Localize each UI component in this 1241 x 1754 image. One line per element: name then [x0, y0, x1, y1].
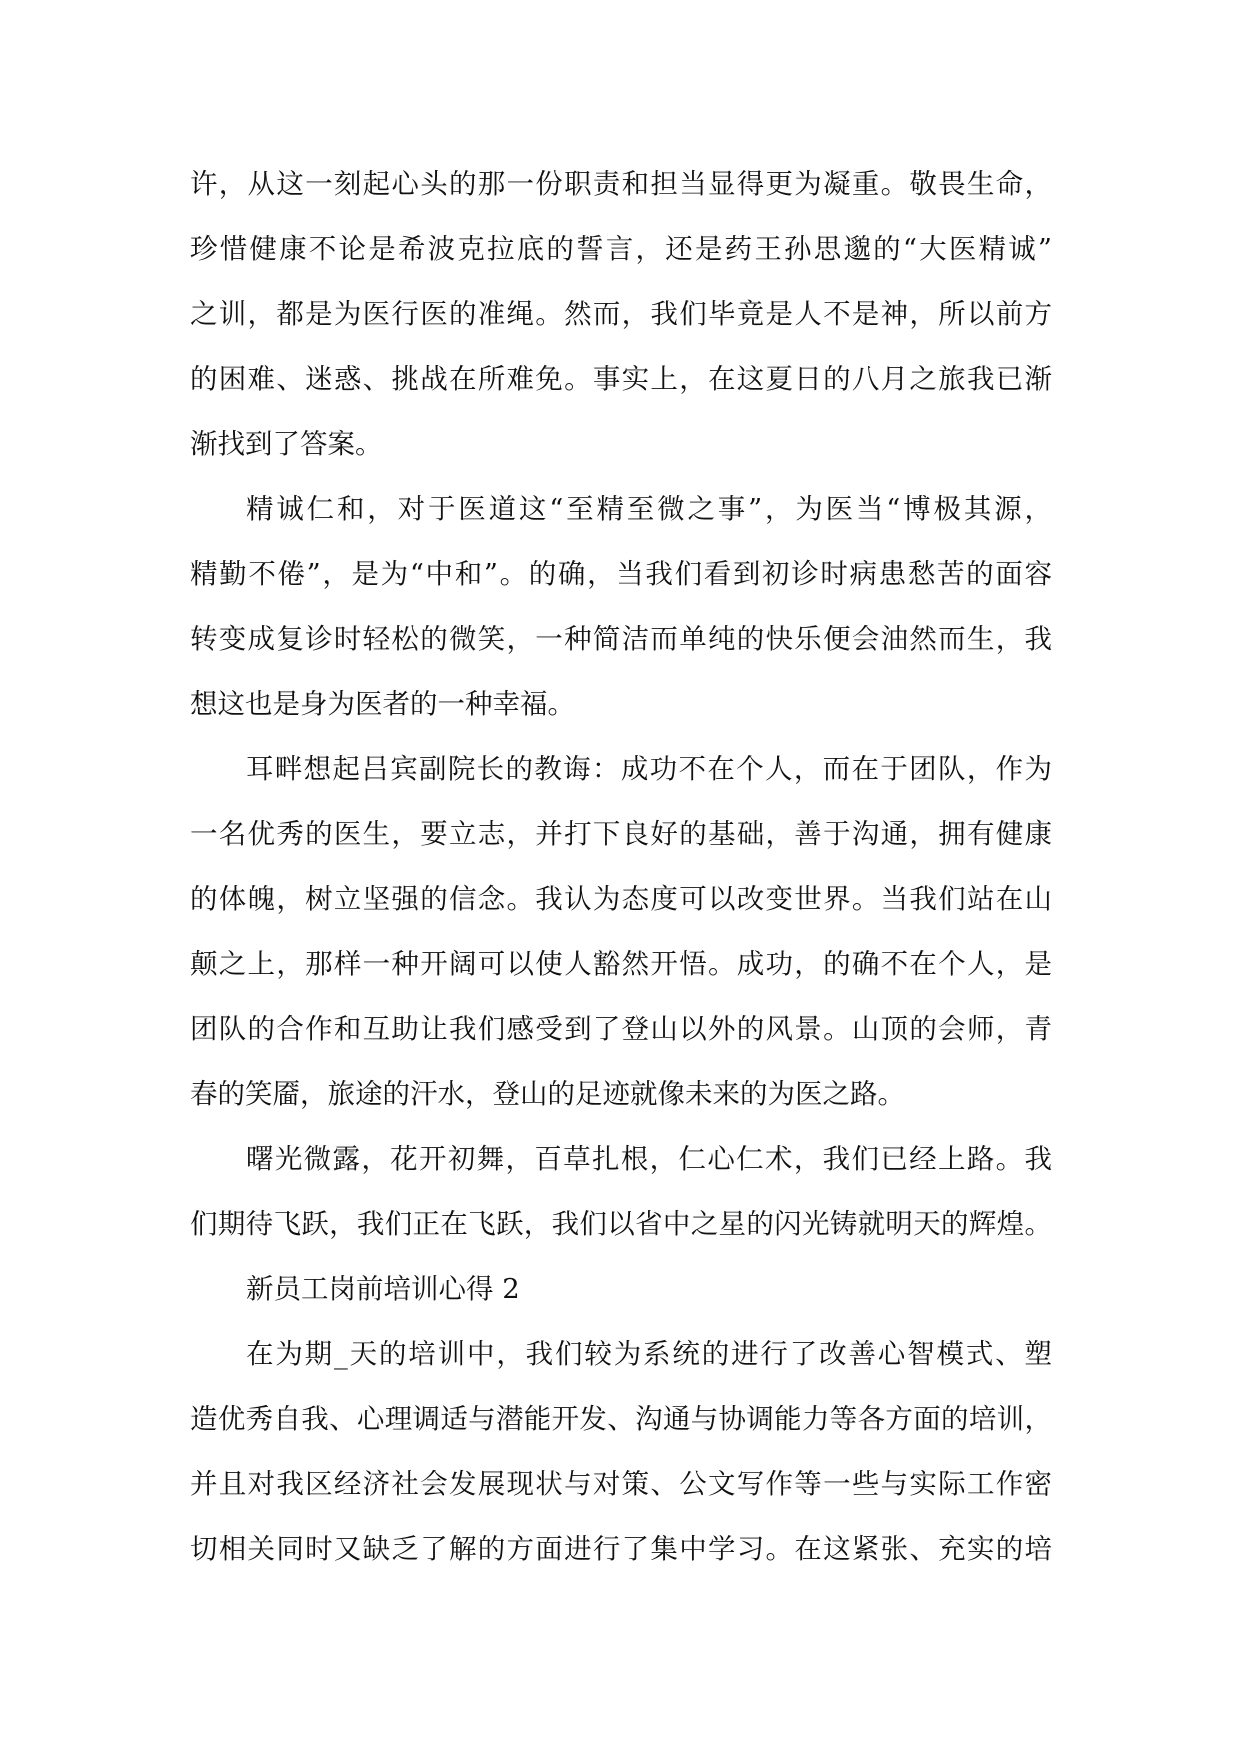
text-line: 团队的合作和互助让我们感受到了登山以外的风景。山顶的会师，青	[190, 1013, 1052, 1045]
text-line: 一名优秀的医生，要立志，并打下良好的基础，善于沟通，拥有健康	[190, 818, 1052, 850]
text-line: 们期待飞跃，我们正在飞跃，我们以省中之星的闪光铸就明天的辉煌。	[190, 1208, 1052, 1240]
paragraph-3	[190, 737, 1052, 1127]
text-line: 曙光微露，花开初舞，百草扎根，仁心仁术，我们已经上路。我	[246, 1143, 1052, 1175]
heading-text: 新员工岗前培训心得 2	[246, 1273, 520, 1305]
text-line: 春的笑靥，旅途的汗水，登山的足迹就像未来的为医之路。	[190, 1078, 905, 1110]
text-line: 切相关同时又缺乏了解的方面进行了集中学习。在这紧张、充实的培	[190, 1533, 1052, 1565]
text-line: 珍惜健康不论是希波克拉底的誓言，还是药王孙思邈的“大医精诚”	[190, 233, 1052, 265]
text-line: 造优秀自我、心理调适与潜能开发、沟通与协调能力等各方面的培训，	[190, 1403, 1052, 1435]
text-line: 的困难、迷惑、挑战在所难免。事实上，在这夏日的八月之旅我已渐	[190, 363, 1052, 395]
text-line: 精勤不倦”，是为“中和”。的确，当我们看到初诊时病患愁苦的面容	[190, 558, 1052, 590]
section-heading	[190, 1257, 1052, 1322]
text-line: 渐找到了答案。	[190, 428, 383, 460]
paragraph-4	[190, 1127, 1052, 1257]
text-line: 精诚仁和，对于医道这“至精至微之事”，为医当“博极其源，	[246, 493, 1052, 525]
text-line: 颠之上，那样一种开阔可以使人豁然开悟。成功，的确不在个人，是	[190, 948, 1052, 980]
paragraph-1	[190, 152, 1052, 477]
document-body	[190, 152, 1052, 1582]
paragraph-2	[190, 477, 1052, 737]
text-line: 许，从这一刻起心头的那一份职责和担当显得更为凝重。敬畏生命，	[190, 168, 1052, 200]
text-line: 想这也是身为医者的一种幸福。	[190, 688, 575, 720]
text-line: 耳畔想起吕宾副院长的教诲：成功不在个人，而在于团队，作为	[246, 753, 1052, 785]
text-line: 的体魄，树立坚强的信念。我认为态度可以改变世界。当我们站在山	[190, 883, 1052, 915]
paragraph-5	[190, 1322, 1052, 1582]
text-line: 转变成复诊时轻松的微笑，一种简洁而单纯的快乐便会油然而生，我	[190, 623, 1052, 655]
text-line: 在为期_天的培训中，我们较为系统的进行了改善心智模式、塑	[246, 1338, 1052, 1370]
text-line: 之训，都是为医行医的准绳。然而，我们毕竟是人不是神，所以前方	[190, 298, 1052, 330]
text-line: 并且对我区经济社会发展现状与对策、公文写作等一些与实际工作密	[190, 1468, 1052, 1500]
